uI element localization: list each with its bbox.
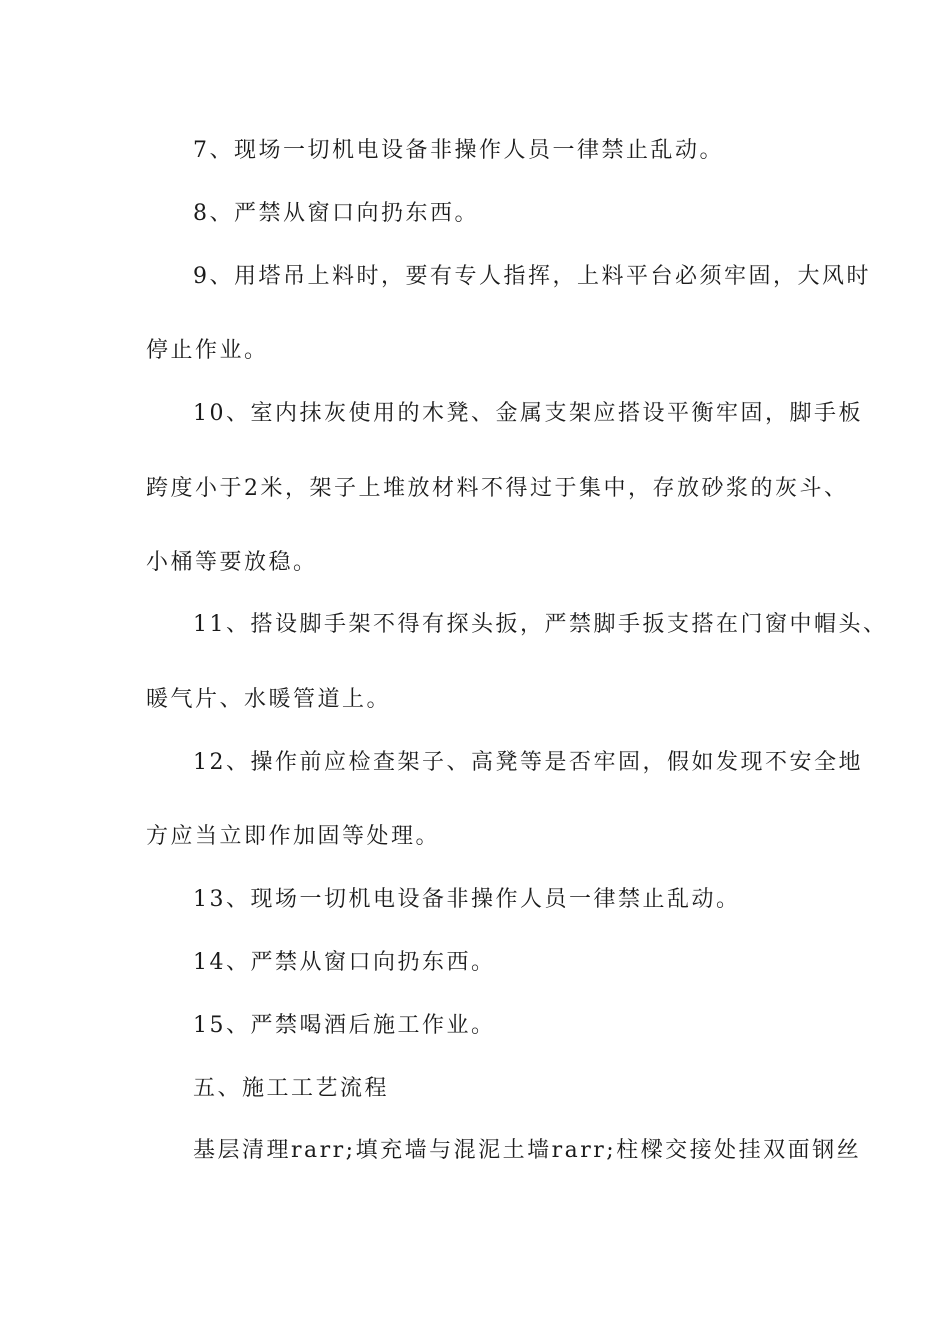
- paragraph-line-12-cont: 方应当立即作加固等处理。: [146, 824, 441, 849]
- paragraph-line-13: 13、现场一切机电设备非操作人员一律禁止乱动。: [193, 887, 741, 912]
- paragraph-line-process: 基层清理rarr;填充墙与混泥土墙rarr;柱樑交接处挂双面钢丝: [193, 1138, 862, 1163]
- paragraph-line-9-cont: 停止作业。: [146, 338, 269, 363]
- paragraph-line-14: 14、严禁从窗口向扔东西。: [193, 950, 496, 975]
- paragraph-line-9: 9、用塔吊上料时，要有专人指挥，上料平台必须牢固，大风时: [193, 264, 871, 289]
- paragraph-line-10: 10、室内抹灰使用的木凳、金属支架应搭设平衡牢固，脚手板: [193, 401, 863, 426]
- paragraph-line-11-cont: 暖气片、水暖管道上。: [146, 687, 392, 712]
- paragraph-line-7: 7、现场一切机电设备非操作人员一律禁止乱动。: [193, 138, 724, 163]
- paragraph-line-8: 8、严禁从窗口向扔东西。: [193, 201, 479, 226]
- paragraph-line-11: 11、搭设脚手架不得有探头扳，严禁脚手扳支搭在门窗中帽头、: [193, 612, 888, 637]
- paragraph-line-12: 12、操作前应检查架子、高凳等是否牢固，假如发现不安全地: [193, 750, 863, 775]
- paragraph-line-10-cont2: 小桶等要放稳。: [146, 550, 318, 575]
- paragraph-line-10-cont1: 跨度小于2米，架子上堆放材料不得过于集中，存放砂浆的灰斗、: [146, 476, 849, 501]
- paragraph-line-15: 15、严禁喝酒后施工作业。: [193, 1013, 496, 1038]
- section-heading: 五、施工工艺流程: [193, 1076, 390, 1101]
